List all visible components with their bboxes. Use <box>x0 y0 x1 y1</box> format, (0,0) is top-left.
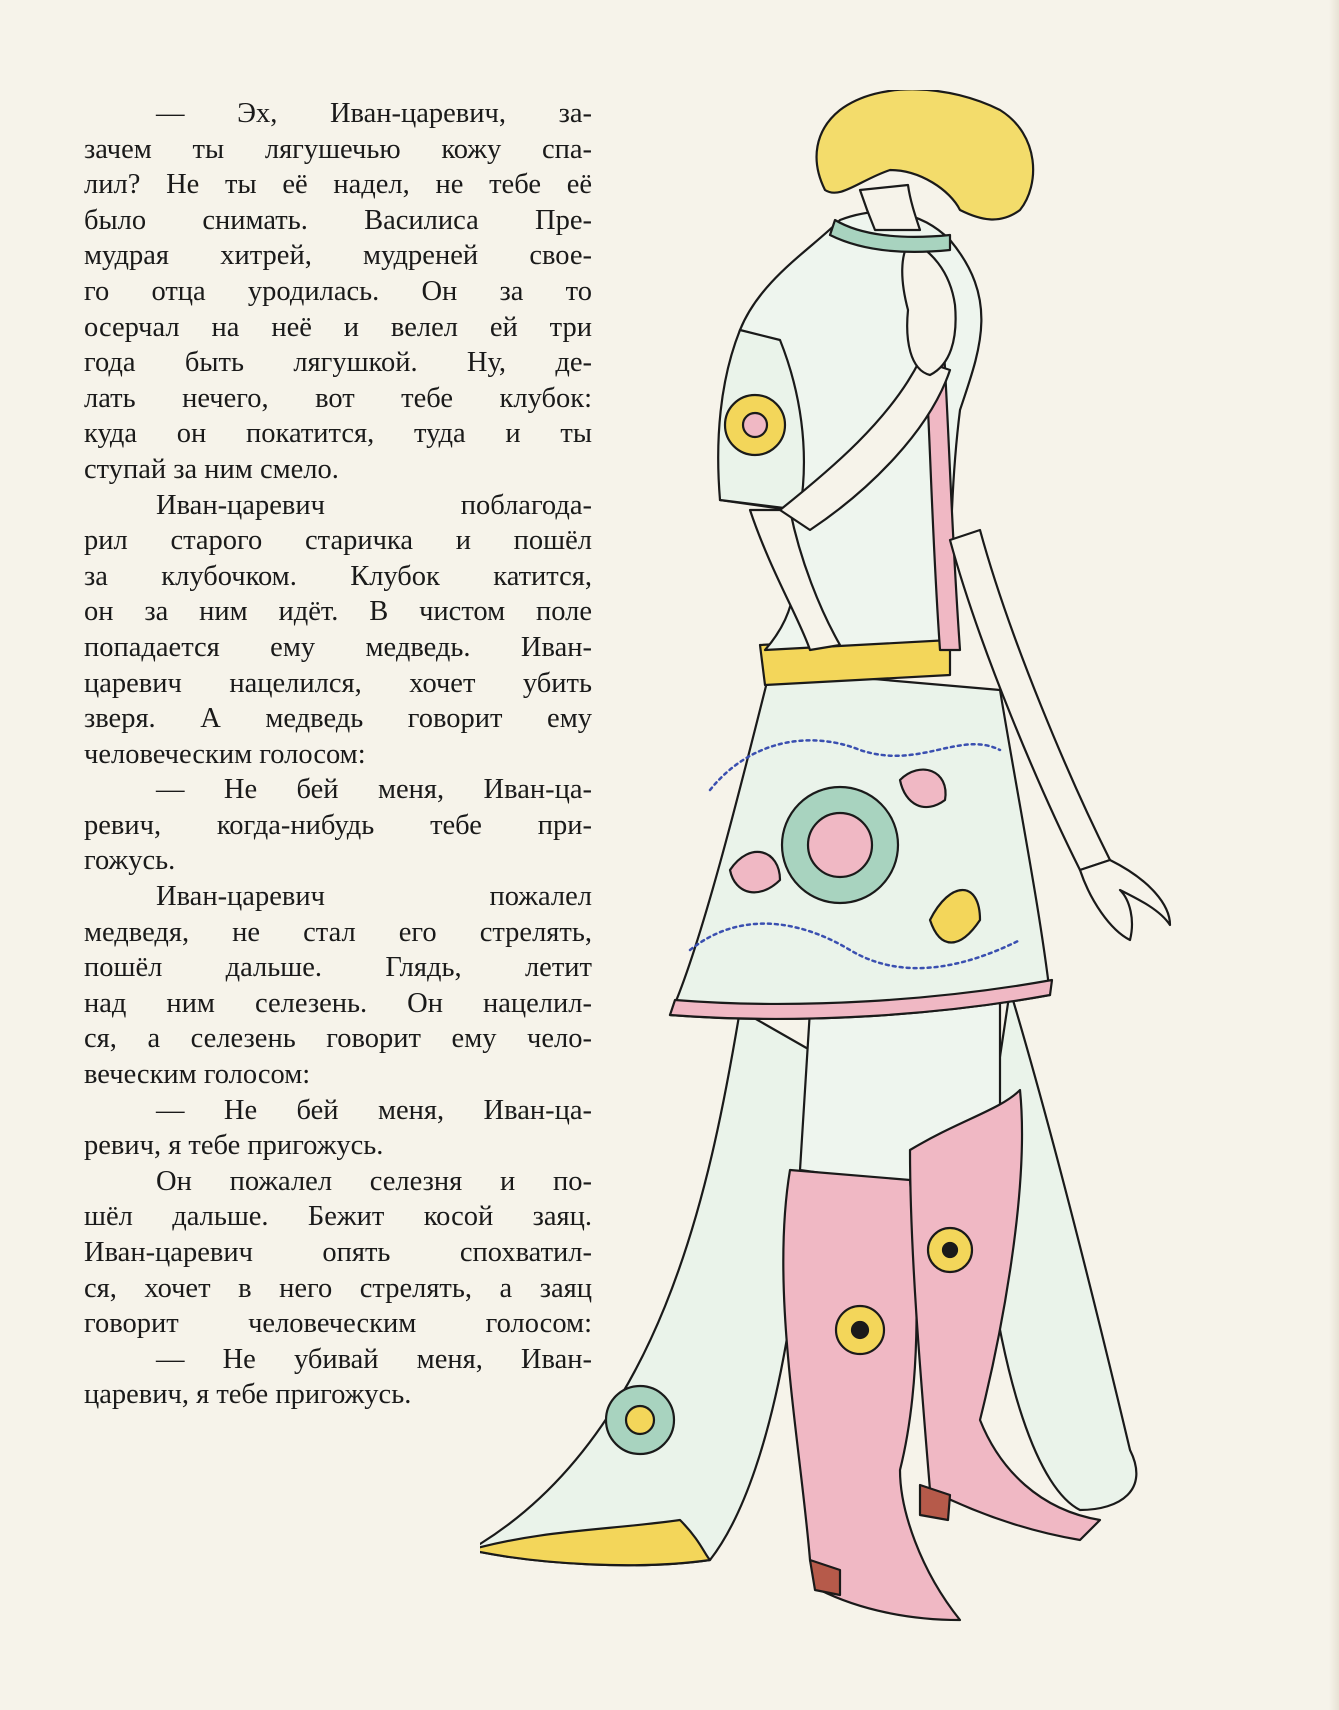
text-line: года быть лягушкой. Ну, де- <box>84 347 592 379</box>
text-line: гожусь. <box>84 845 176 877</box>
text-line: пошёл дальше. Глядь, летит <box>84 952 592 984</box>
text-line: говорит человеческим голосом: <box>84 1308 592 1340</box>
skirt-flower-inner <box>808 813 872 877</box>
text-line: Он пожалел селезня и по- <box>156 1165 592 1197</box>
text-line: мудрая хитрей, мудреней свое- <box>84 240 592 272</box>
text-line: — Не убивай меня, Иван- <box>156 1343 592 1375</box>
text-line: осерчал на неё и велел ей три <box>84 311 592 343</box>
text-line: ступай за ним смело. <box>84 453 339 485</box>
text-line: ся, хочет в него стрелять, а заяц <box>84 1272 592 1304</box>
text-line: царевич нацелился, хочет убить <box>84 667 592 699</box>
text-line: ревич, я тебе пригожусь. <box>84 1130 384 1162</box>
text-line: человеческим голосом: <box>84 738 366 770</box>
hair <box>817 90 1034 219</box>
text-line: медведя, не стал его стрелять, <box>84 916 592 948</box>
text-line: Иван-царевич пожалел <box>156 881 592 913</box>
page-edge <box>1329 0 1339 1710</box>
text-line: лил? Не ты её надел, не тебе её <box>84 169 592 201</box>
text-line: куда он покатится, туда и ты <box>84 418 592 450</box>
text-line: Иван-царевич поблагода- <box>156 489 592 521</box>
text-line: царевич, я тебе пригожусь. <box>84 1379 412 1411</box>
text-line: Иван-царевич опять спохватил- <box>84 1237 592 1268</box>
text-line: шёл дальше. Бежит косой заяц. <box>84 1201 592 1233</box>
text-line: было снимать. Василиса Пре- <box>84 204 592 236</box>
prince-figure-svg <box>480 90 1240 1650</box>
right-hand <box>1080 860 1170 940</box>
text-line: за клубочком. Клубок катится, <box>84 560 592 592</box>
prince-illustration <box>480 90 1240 1650</box>
text-line: рил старого старичка и пошёл <box>84 525 592 557</box>
text-line: ревич, когда-нибудь тебе при- <box>84 809 592 841</box>
text-line: над ним селезень. Он нацелил- <box>84 987 592 1019</box>
text-line: он за ним идёт. В чистом поле <box>84 596 592 628</box>
text-line: веческим голосом: <box>84 1059 311 1091</box>
text-line: лать нечего, вот тебе клубок: <box>84 382 592 414</box>
text-line: — Не бей меня, Иван-ца- <box>156 774 592 806</box>
text-line: го отца уродилась. Он за то <box>84 275 592 307</box>
text-line: — Эх, Иван-царевич, за- <box>156 98 592 129</box>
text-line: ся, а селезень говорит ему чело- <box>84 1023 592 1055</box>
text-line: — Не бей меня, Иван-ца- <box>156 1094 592 1126</box>
cloak-left-panel <box>480 1010 810 1565</box>
text-line: зверя. А медведь говорит ему <box>84 703 592 735</box>
text-line: попадается ему медведь. Иван- <box>84 631 592 663</box>
text-line: зачем ты лягушечью кожу спа- <box>84 133 592 165</box>
